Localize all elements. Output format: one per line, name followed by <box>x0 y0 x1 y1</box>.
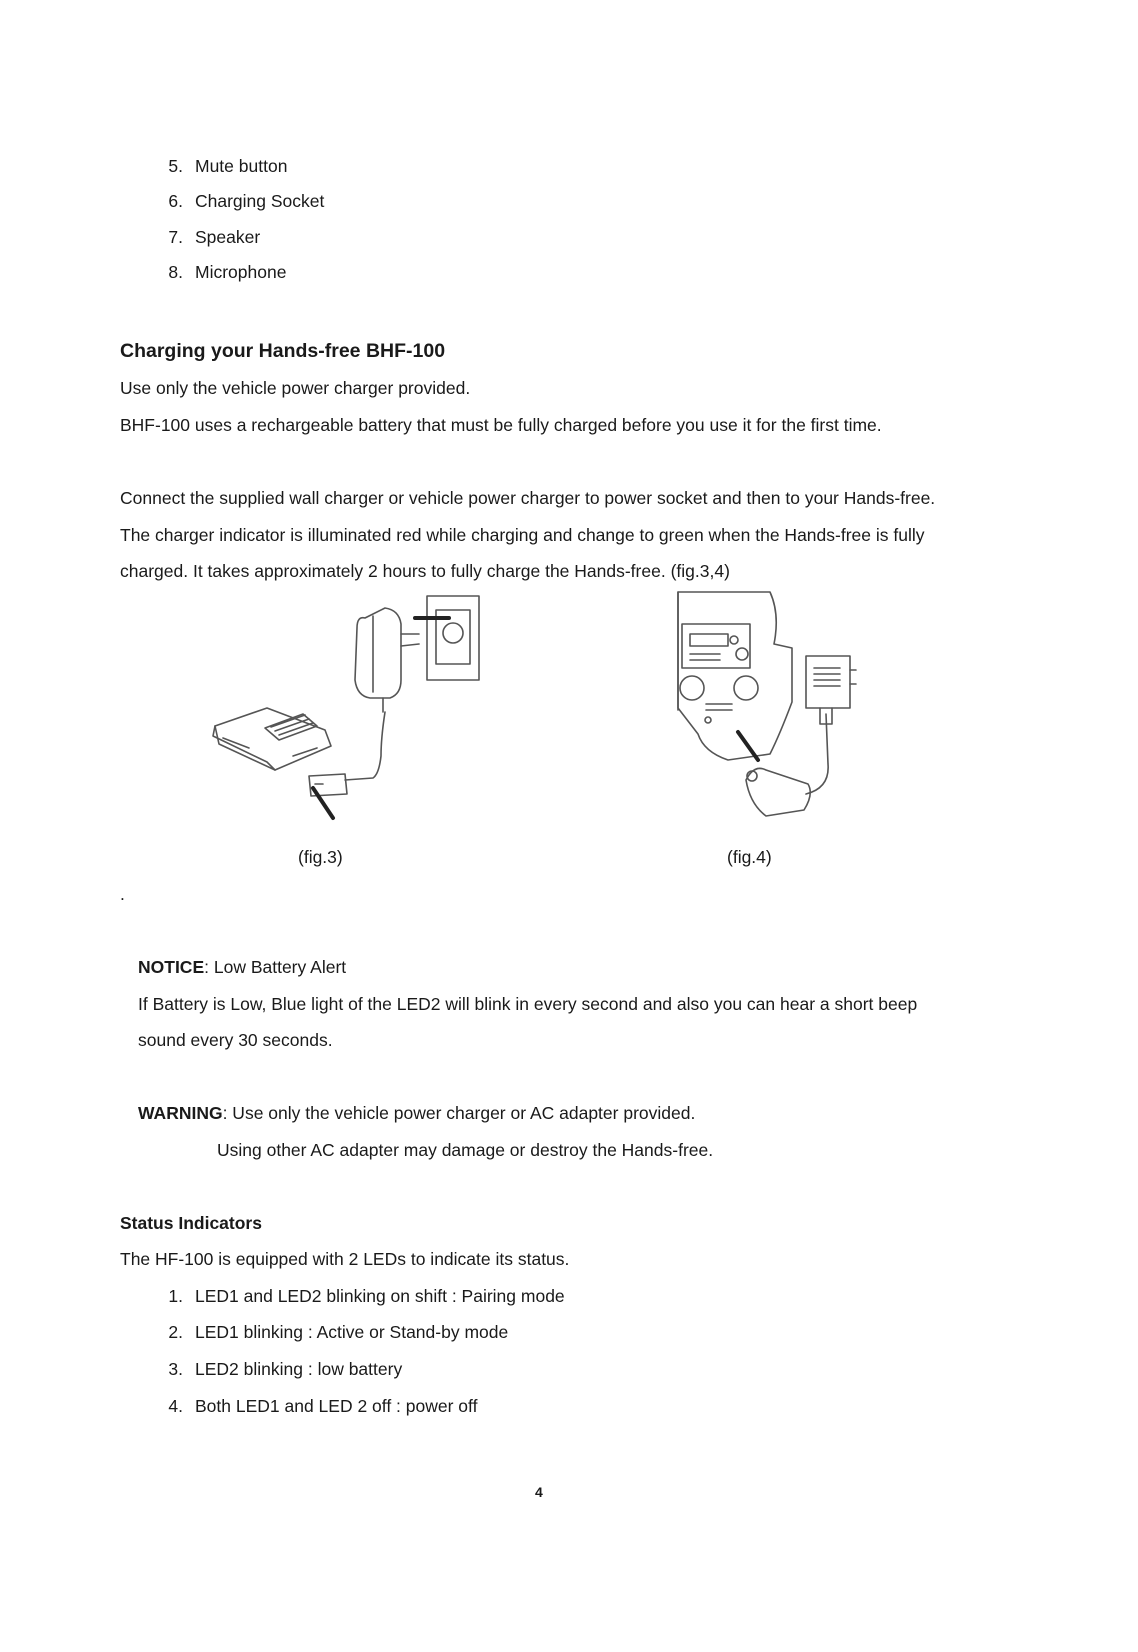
paragraph: The HF-100 is equipped with 2 LEDs to indicate its status. <box>120 1249 570 1269</box>
fig3-wall-charger-illustration <box>205 588 495 828</box>
notice-text: sound every 30 seconds. <box>138 1030 333 1050</box>
list-number: 5. <box>168 156 183 176</box>
notice-title: : Low Battery Alert <box>204 957 347 977</box>
list-item: LED1 blinking : Active or Stand-by mode <box>195 1322 509 1342</box>
figure-caption: (fig.3) <box>298 847 343 867</box>
figure-caption: (fig.4) <box>727 847 772 867</box>
list-number: 4. <box>168 1396 183 1416</box>
list-item: Mute button <box>195 156 288 176</box>
stray-dot: . <box>120 884 125 904</box>
list-number: 6. <box>168 191 183 211</box>
paragraph: Use only the vehicle power charger provided. <box>120 378 471 398</box>
list-item: Microphone <box>195 262 287 282</box>
fig4-car-charger-illustration <box>670 584 870 830</box>
paragraph: The charger indicator is illuminated red while charging and change to green when the Hands-free is fully <box>120 525 925 545</box>
notice-label: NOTICE <box>138 957 205 977</box>
list-number: 2. <box>168 1322 183 1342</box>
list-number: 3. <box>168 1359 183 1379</box>
notice-line <box>138 959 346 977</box>
list-number: 7. <box>168 227 183 247</box>
list-item: Speaker <box>195 227 261 247</box>
warning-text: Using other AC adapter may damage or destroy the Hands-free. <box>217 1140 714 1160</box>
list-item: Charging Socket <box>195 191 325 211</box>
paragraph: Connect the supplied wall charger or vehicle power charger to power socket and then to your Hands-free. <box>120 488 936 508</box>
page-number: 4 <box>535 1484 543 1500</box>
list-item: LED1 and LED2 blinking on shift : Pairing mode <box>195 1286 565 1306</box>
notice-text: If Battery is Low, Blue light of the LED2 will blink in every second and also you can hear a short beep <box>138 994 918 1014</box>
section-heading-charging: Charging your Hands-free BHF-100 <box>120 340 446 362</box>
paragraph: BHF-100 uses a rechargeable battery that must be fully charged before you use it for the first time. <box>120 415 882 435</box>
section-heading-status: Status Indicators <box>120 1213 262 1233</box>
warning-text: : Use only the vehicle power charger or AC adapter provided. <box>222 1103 696 1123</box>
warning-line <box>138 1105 695 1123</box>
list-item: LED2 blinking : low battery <box>195 1359 403 1379</box>
paragraph: charged. It takes approximately 2 hours to fully charge the Hands-free. (fig.3,4) <box>120 561 730 581</box>
list-number: 1. <box>168 1286 183 1306</box>
list-item: Both LED1 and LED 2 off : power off <box>195 1396 478 1416</box>
list-number: 8. <box>168 262 183 282</box>
warning-label: WARNING <box>138 1103 223 1123</box>
